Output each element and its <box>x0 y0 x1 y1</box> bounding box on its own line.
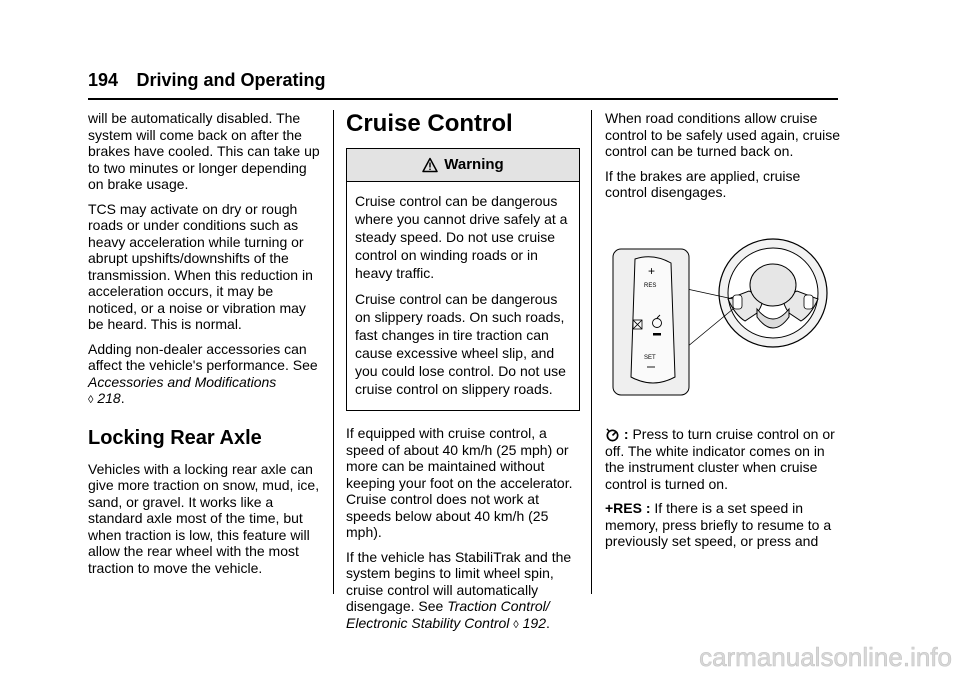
paragraph: TCS may activate on dry or rough roads or under conditions such as heavy acceleration while turning or abrupt upshifts/downshifts of the transmission. When this reduction in acceleration occurs, it may be noticed, or a noise or vibration may be heard. This is normal. <box>88 200 313 332</box>
paragraph <box>605 500 841 550</box>
paragraph: will be automatically disabled. The system will come back on after the brakes have cooled. This can take up to two minutes or longer depending on brake usage. <box>88 110 320 192</box>
watermark-text: carmanualsonline.info <box>699 642 952 672</box>
section-heading-locking-rear-axle: Locking Rear Axle <box>88 426 262 449</box>
sentence-end: . <box>120 390 125 406</box>
res-label: RES <box>644 282 657 289</box>
page-ref-arrow-icon: ◊ <box>88 394 94 406</box>
set-label: SET <box>644 354 656 361</box>
paragraph-text: Adding non-dealer accessories can affect the vehicle's performance. See <box>88 340 318 373</box>
page-reference[interactable]: 218 <box>97 390 121 406</box>
warning-header <box>347 149 579 182</box>
warning-title: Warning <box>444 155 504 173</box>
paragraph: If the brakes are applied, cruise control disengages. <box>605 167 801 200</box>
steering-wheel-icon <box>719 239 827 347</box>
page-ref-arrow-icon: ◊ <box>513 618 519 631</box>
section-heading-cruise-control: Cruise Control <box>346 110 513 137</box>
cross-reference-link[interactable]: Traction Control/ Electronic Stability Control <box>346 598 550 631</box>
cross-reference-link[interactable]: Accessories and Modifications <box>88 373 277 390</box>
paragraph: If equipped with cruise control, a speed of about 40 km/h (25 mph) or more can be maintained without keeping your foot on the accelerator. Cruise control does not work at speeds below about 40 km/h (25 mph). <box>346 425 573 540</box>
watermark <box>606 640 956 674</box>
page-header <box>88 70 838 91</box>
cruise-control-icon <box>605 427 620 442</box>
paragraph <box>88 341 324 409</box>
warning-paragraph: Cruise control can be dangerous where you cannot drive safely at a steady speed. Do not use cruise control on winding roads or in heavy traffic. <box>355 193 568 281</box>
plus-sign: + <box>648 263 656 278</box>
warning-icon <box>422 157 438 173</box>
paragraph: When road conditions allow cruise control to be safely used again, cruise control can be turned back on. <box>605 110 841 159</box>
item-text: If there is a set speed in memory, press briefly to resume to a previously set speed, or press and <box>605 500 832 549</box>
column-middle <box>346 110 580 641</box>
paragraph-text: If the vehicle has StabiliTrak and the system begins to limit wheel spin, cruise control will automatically disengage. See <box>346 548 572 614</box>
column-right <box>605 110 841 558</box>
cruise-control-panel <box>613 249 689 395</box>
item-label: : <box>623 426 629 442</box>
column-left <box>88 110 324 584</box>
warning-box <box>346 148 580 411</box>
warning-body <box>347 182 579 410</box>
warning-paragraph: Cruise control can be dangerous on slippery roads. On such roads, fast changes in tire traction can cause excessive wheel slip, and you could lose control. Do not use cruise control on slippery roads. <box>355 291 566 397</box>
item-label: +RES : <box>605 500 651 516</box>
column-rule-2 <box>591 110 592 594</box>
header-rule <box>88 98 838 100</box>
leader-line <box>687 309 733 347</box>
steering-wheel-controls-figure <box>605 217 841 407</box>
sentence-end: . <box>545 614 550 631</box>
page-title: Driving and Operating <box>136 70 326 90</box>
paragraph: Vehicles with a locking rear axle can give more traction on snow, mud, ice, sand, or gravel. It works like a standard axle most of the time, but when traction is low, this feature will allow the rear wheel with the most traction to move the vehicle. <box>88 460 320 576</box>
item-text: Press to turn cruise control on or off. The white indicator comes on in the instrument cluster when cruise control is turned on. <box>605 426 835 492</box>
paragraph <box>346 549 580 634</box>
paragraph <box>605 426 841 492</box>
page-reference[interactable]: 192 <box>522 614 546 631</box>
page-number: 194 <box>88 70 119 90</box>
column-rule-1 <box>333 110 334 594</box>
